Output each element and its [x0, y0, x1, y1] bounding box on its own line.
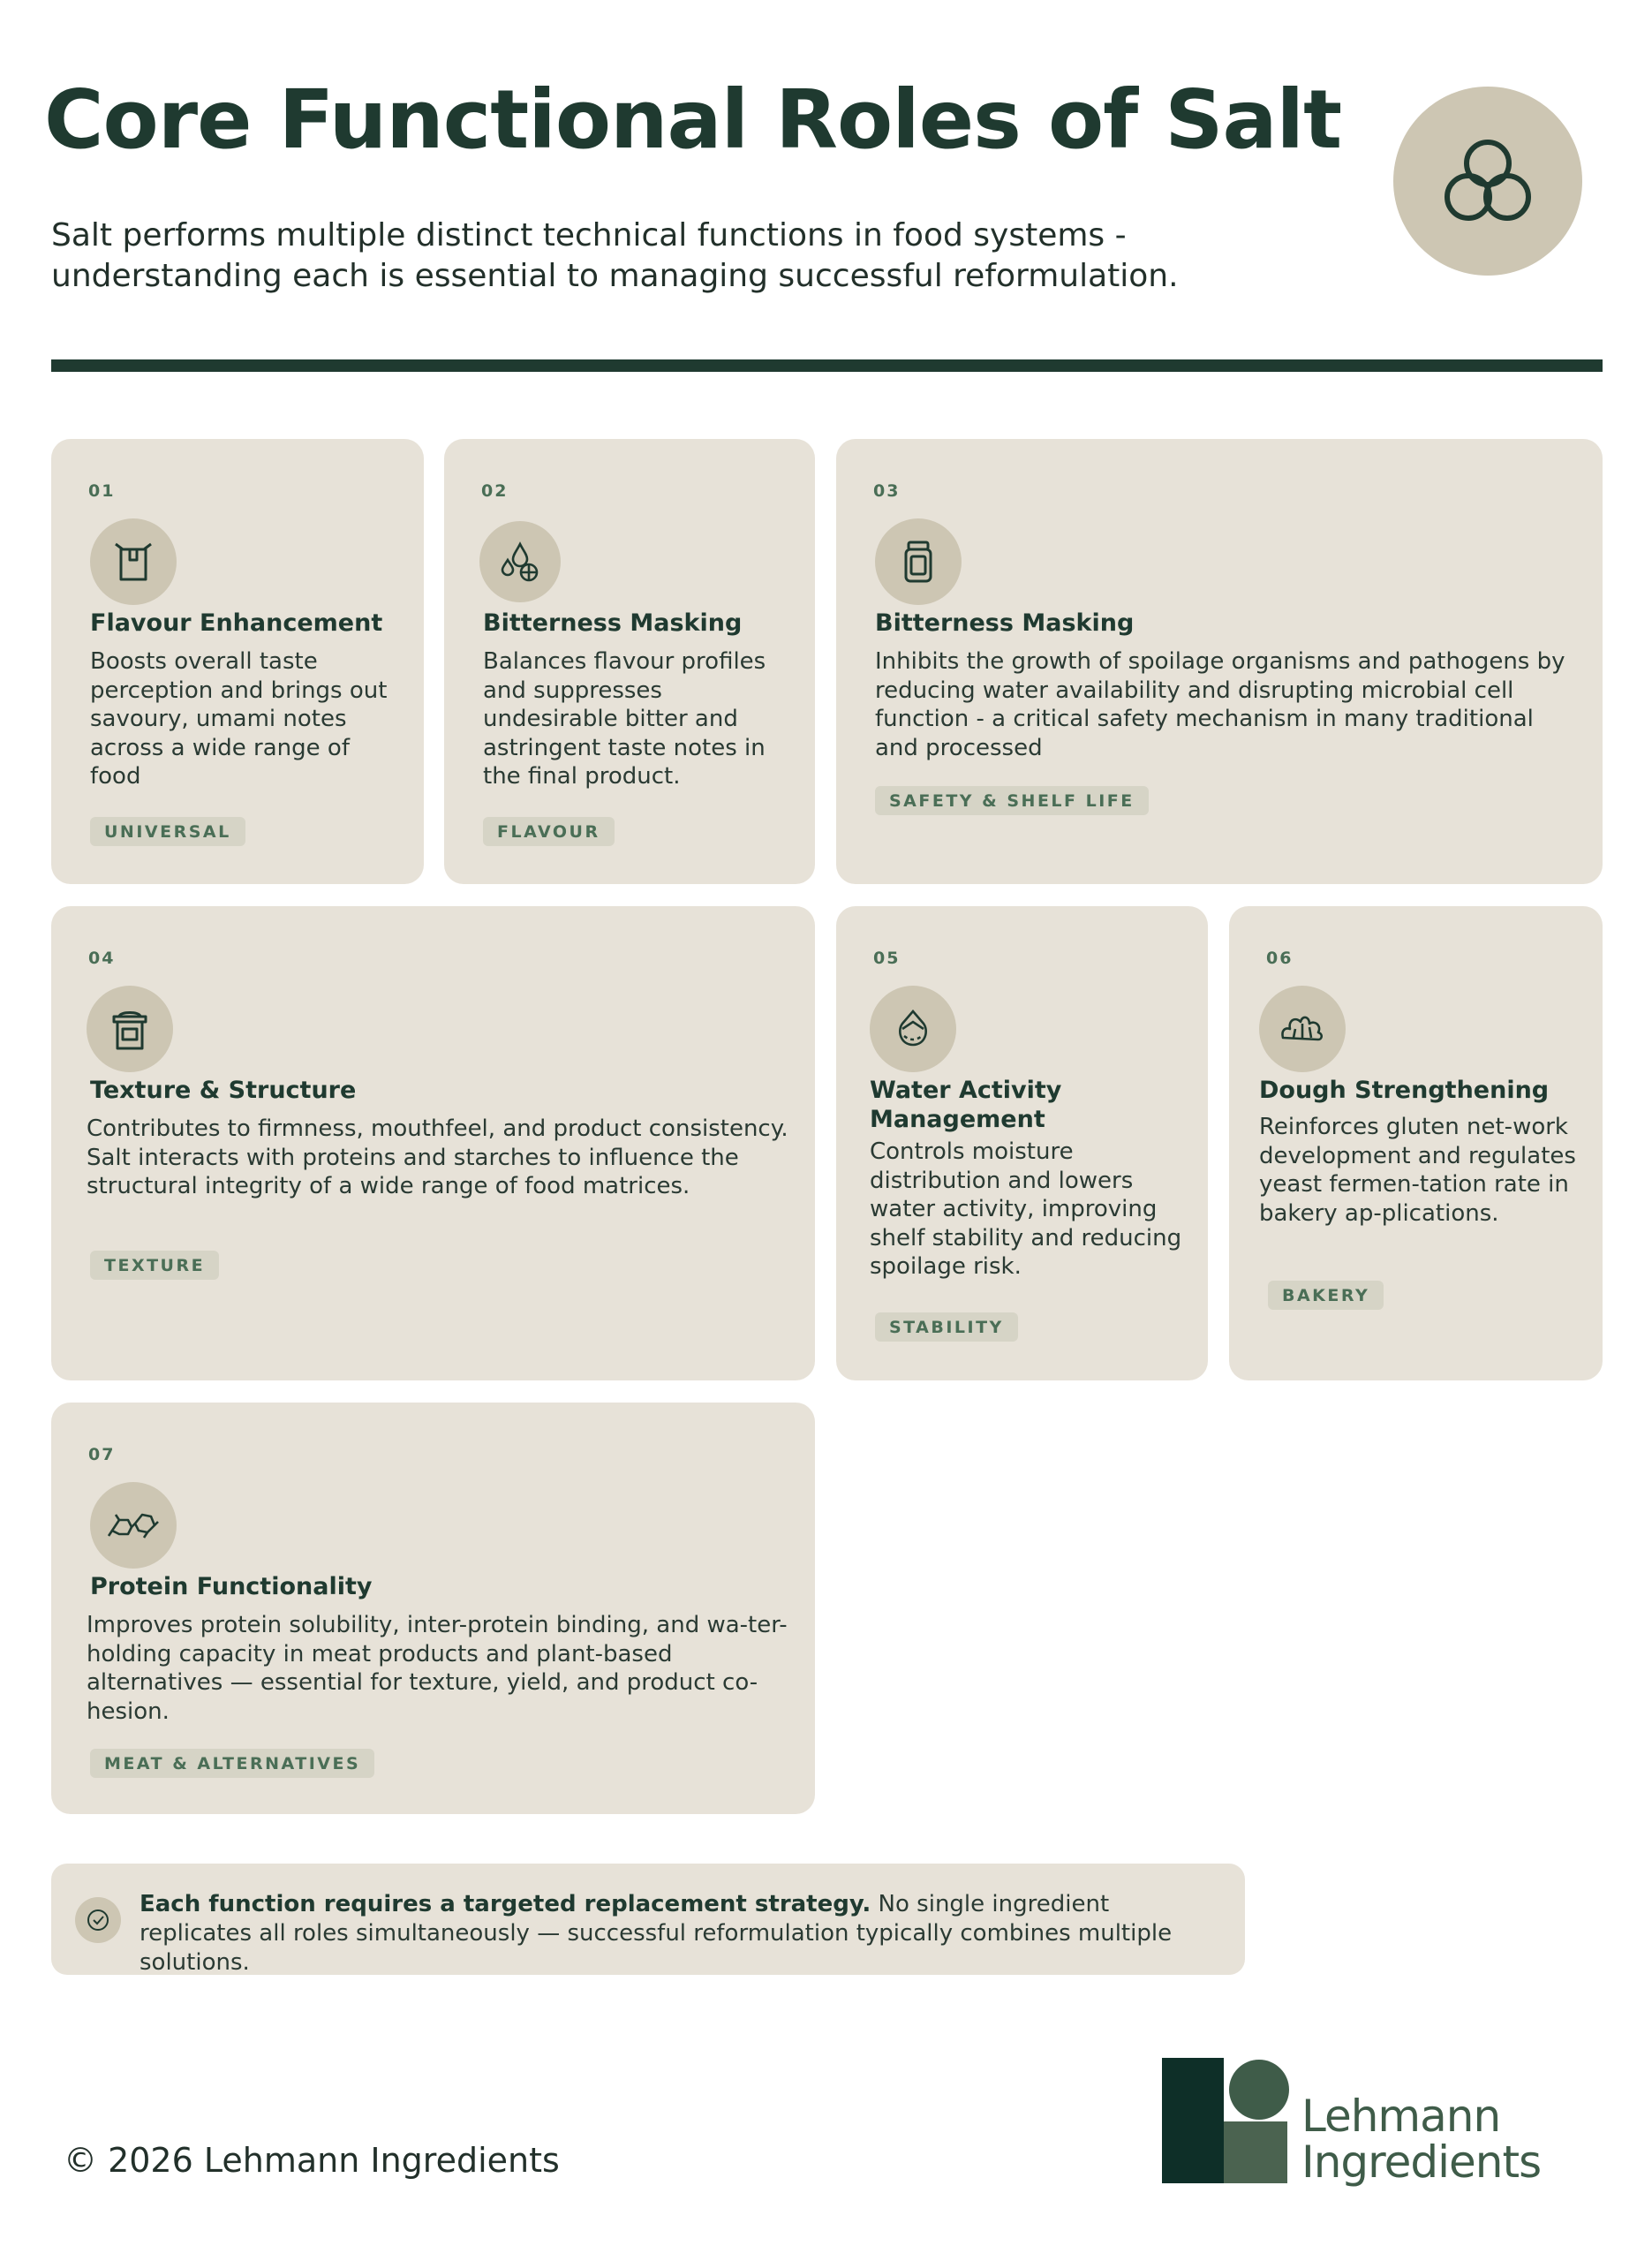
card-bitterness-masking [444, 439, 815, 884]
card-body: Improves protein solubility, inter-protein binding, and wa-ter-holding capacity in meat products and plant-based alternatives — essential for texture, yield, and product co-hesion. [87, 1612, 788, 1725]
card-title: Bitterness Masking [483, 609, 743, 637]
callout-text [140, 1890, 1217, 1977]
package-icon [90, 518, 177, 605]
card-title: Flavour Enhancement [90, 609, 383, 637]
card-title: Bitterness Masking [875, 609, 1135, 637]
card-flavour-enhancement [51, 439, 424, 884]
card-body: Balances flavour profiles and suppresses undesirable bitter and astringent taste notes in the final product. [483, 648, 766, 790]
card-dough-strengthening [1229, 906, 1603, 1380]
card-title: Water Activity Management [870, 1077, 1062, 1133]
card-number: 01 [88, 481, 116, 501]
card-water-activity [836, 906, 1208, 1380]
taste-drops-icon [479, 521, 561, 602]
logo-wordmark [1301, 2091, 1542, 2188]
card-body: Reinforces gluten net-work development and regulates yeast fermen-tation rate in bakery ap-plications. [1259, 1114, 1576, 1227]
molecule-chain-icon [90, 1482, 177, 1569]
divider-rule [51, 359, 1603, 372]
card-title: Texture & Structure [90, 1077, 357, 1104]
card-tag: MEAT & ALTERNATIVES [90, 1749, 374, 1778]
card-tag: SAFETY & SHELF LIFE [875, 786, 1149, 815]
card-number: 03 [873, 481, 901, 501]
check-circle-icon [75, 1897, 121, 1943]
card-body: Boosts overall taste perception and brings out savoury, umami notes across a wide range of food [90, 648, 388, 790]
card-title: Dough Strengthening [1259, 1077, 1550, 1104]
card-number: 06 [1266, 949, 1294, 968]
card-protein-functionality [51, 1403, 815, 1814]
three-circles-icon [1393, 87, 1582, 276]
card-tag: FLAVOUR [483, 817, 615, 846]
card-number: 02 [481, 481, 509, 501]
page-title: Core Functional Roles of Salt [44, 72, 1342, 167]
card-title: Protein Functionality [90, 1573, 373, 1600]
card-number: 04 [88, 949, 116, 968]
callout-body: No single ingredient replicates all roles simultaneously — successful reformulation typically combines multiple solutions. [140, 1891, 1173, 1976]
card-number: 05 [873, 949, 901, 968]
callout-box [51, 1864, 1245, 1975]
storage-container-icon [87, 986, 173, 1072]
croissant-icon [1259, 986, 1346, 1072]
card-tag: UNIVERSAL [90, 817, 245, 846]
logo-line-1: Lehmann [1301, 2091, 1501, 2142]
callout-bold: Each function requires a targeted replacement strategy. [140, 1891, 871, 1917]
jar-icon [875, 518, 962, 605]
page-subtitle: Salt performs multiple distinct technical functions in food systems - understanding each is essential to managing successful reformulation. [51, 217, 1179, 294]
card-tag: BAKERY [1268, 1281, 1384, 1310]
card-number: 07 [88, 1445, 116, 1464]
card-body: Contributes to firmness, mouthfeel, and product consistency. Salt interacts with proteins and starches to influence the structural integrity of a wide range of food matrices. [87, 1115, 788, 1199]
card-texture-structure [51, 906, 815, 1380]
card-body: Inhibits the growth of spoilage organisms and pathogens by reducing water availability and disrupting microbial cell function - a critical safety mechanism in many traditional and processed [875, 648, 1565, 761]
water-drop-icon [870, 986, 956, 1072]
card-body: Controls moisture distribution and lowers water activity, improving shelf stability and reducing spoilage risk. [870, 1138, 1182, 1280]
card-tag: TEXTURE [90, 1251, 219, 1280]
logo-line-2: Ingredients [1301, 2136, 1542, 2188]
copyright-text: © 2026 Lehmann Ingredients [64, 2141, 560, 2180]
card-tag: STABILITY [875, 1312, 1018, 1342]
card-safety-shelf-life [836, 439, 1603, 884]
